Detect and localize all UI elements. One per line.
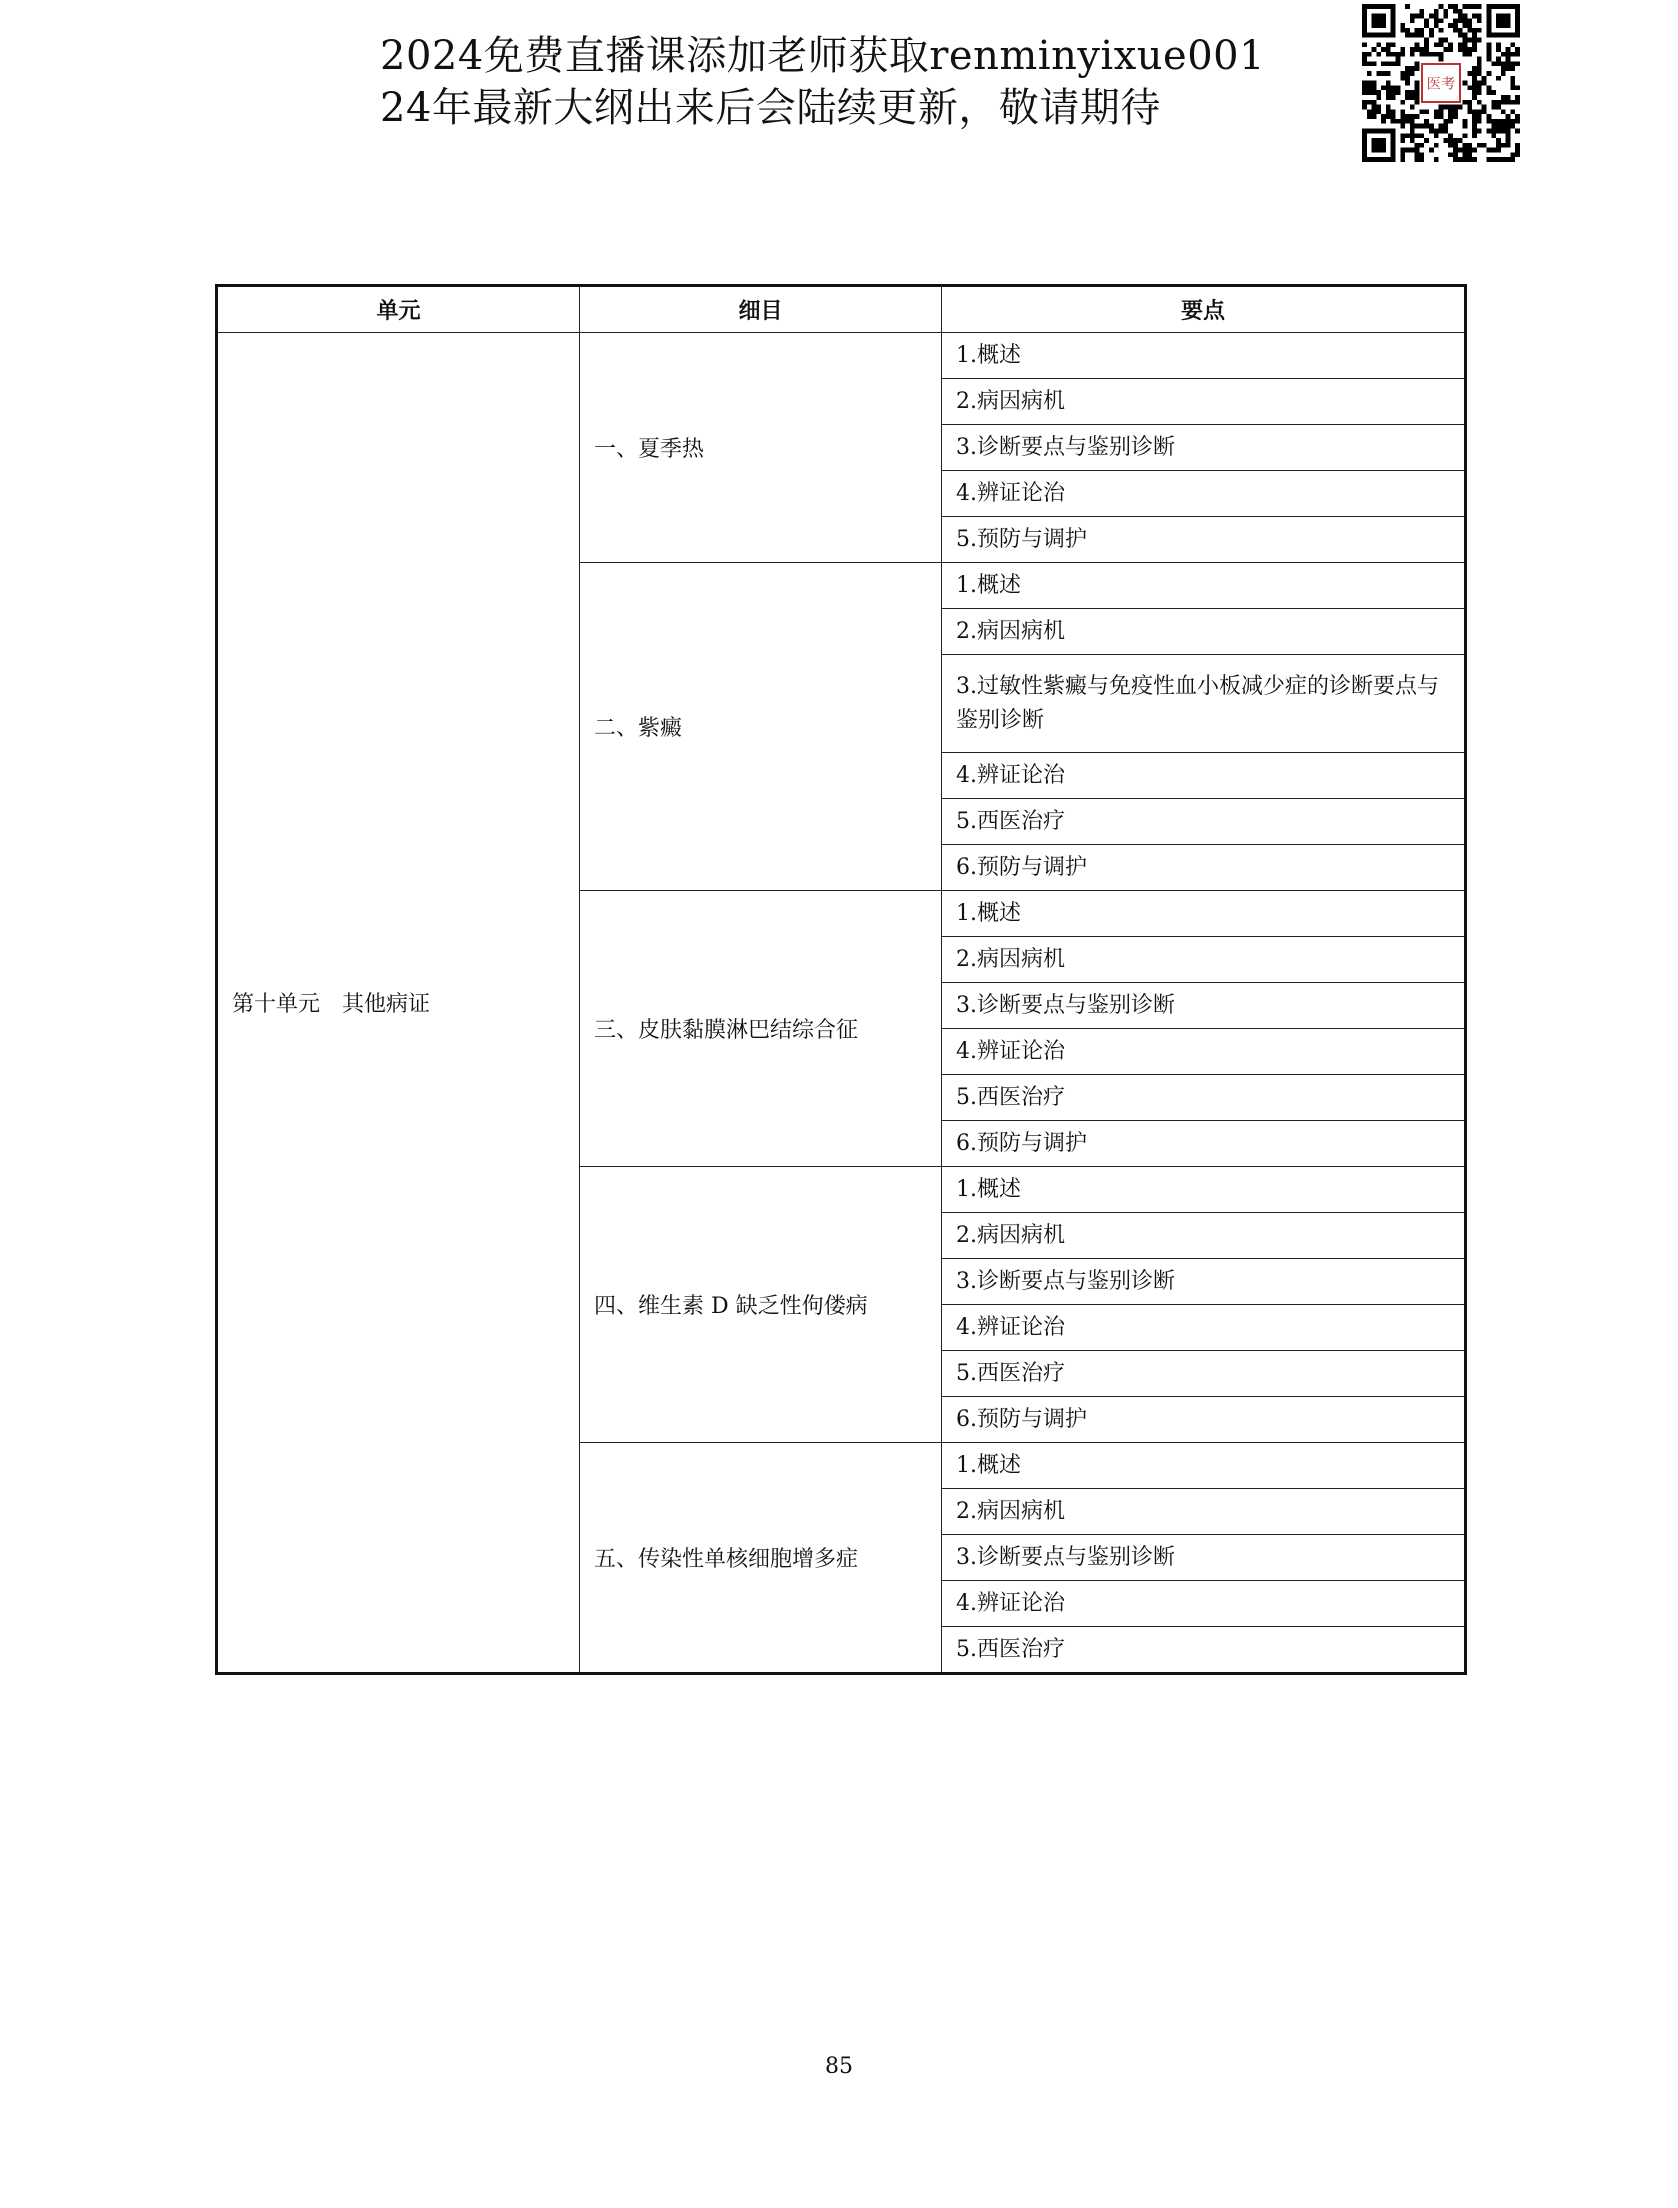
- point-cell: 5.预防与调护: [942, 517, 1466, 563]
- point-cell: 1.概述: [942, 891, 1466, 937]
- column-header-unit: 单元: [217, 286, 580, 333]
- point-cell: 5.西医治疗: [942, 799, 1466, 845]
- point-cell: 2.病因病机: [942, 1213, 1466, 1259]
- point-cell: 4.辨证论治: [942, 1581, 1466, 1627]
- header-line-2: 24年最新大纲出来后会陆续更新，敬请期待: [380, 85, 1161, 131]
- point-cell: 1.概述: [942, 563, 1466, 609]
- point-cell: 6.预防与调护: [942, 845, 1466, 891]
- point-cell: 2.病因病机: [942, 609, 1466, 655]
- point-cell: 3.诊断要点与鉴别诊断: [942, 1259, 1466, 1305]
- column-header-item: 细目: [580, 286, 942, 333]
- point-cell: 3.诊断要点与鉴别诊断: [942, 425, 1466, 471]
- page-number: 85: [825, 2054, 853, 2079]
- point-cell: 4.辨证论治: [942, 1029, 1466, 1075]
- column-header-points: 要点: [942, 286, 1466, 333]
- point-cell: 3.过敏性紫癜与免疫性血小板减少症的诊断要点与鉴别诊断: [942, 655, 1466, 753]
- syllabus-table: [215, 284, 1467, 1675]
- point-cell: 1.概述: [942, 333, 1466, 379]
- qr-code-icon: [1362, 4, 1520, 162]
- point-cell: 4.辨证论治: [942, 471, 1466, 517]
- point-cell: 1.概述: [942, 1443, 1466, 1489]
- item-cell: 四、维生素 D 缺乏性佝偻病: [580, 1167, 942, 1443]
- table-row: [217, 333, 1466, 379]
- item-cell: 三、皮肤黏膜淋巴结综合征: [580, 891, 942, 1167]
- point-cell: 1.概述: [942, 1167, 1466, 1213]
- qr-logo-text: 医考: [1426, 76, 1456, 93]
- point-cell: 5.西医治疗: [942, 1351, 1466, 1397]
- point-cell: 4.辨证论治: [942, 753, 1466, 799]
- header-line-1: 2024免费直播课添加老师获取renminyixue001: [380, 33, 1266, 79]
- point-cell: 4.辨证论治: [942, 1305, 1466, 1351]
- point-cell: 5.西医治疗: [942, 1075, 1466, 1121]
- point-cell: 2.病因病机: [942, 1489, 1466, 1535]
- unit-cell: 第十单元 其他病证: [217, 333, 580, 1674]
- point-cell: 2.病因病机: [942, 379, 1466, 425]
- point-cell: 6.预防与调护: [942, 1121, 1466, 1167]
- point-cell: 6.预防与调护: [942, 1397, 1466, 1443]
- point-cell: 5.西医治疗: [942, 1627, 1466, 1674]
- table-header-row: [217, 286, 1466, 333]
- item-cell: 五、传染性单核细胞增多症: [580, 1443, 942, 1674]
- page-header: [380, 30, 1265, 134]
- point-cell: 3.诊断要点与鉴别诊断: [942, 1535, 1466, 1581]
- point-cell: 2.病因病机: [942, 937, 1466, 983]
- item-cell: 二、紫癜: [580, 563, 942, 891]
- item-cell: 一、夏季热: [580, 333, 942, 563]
- point-cell: 3.诊断要点与鉴别诊断: [942, 983, 1466, 1029]
